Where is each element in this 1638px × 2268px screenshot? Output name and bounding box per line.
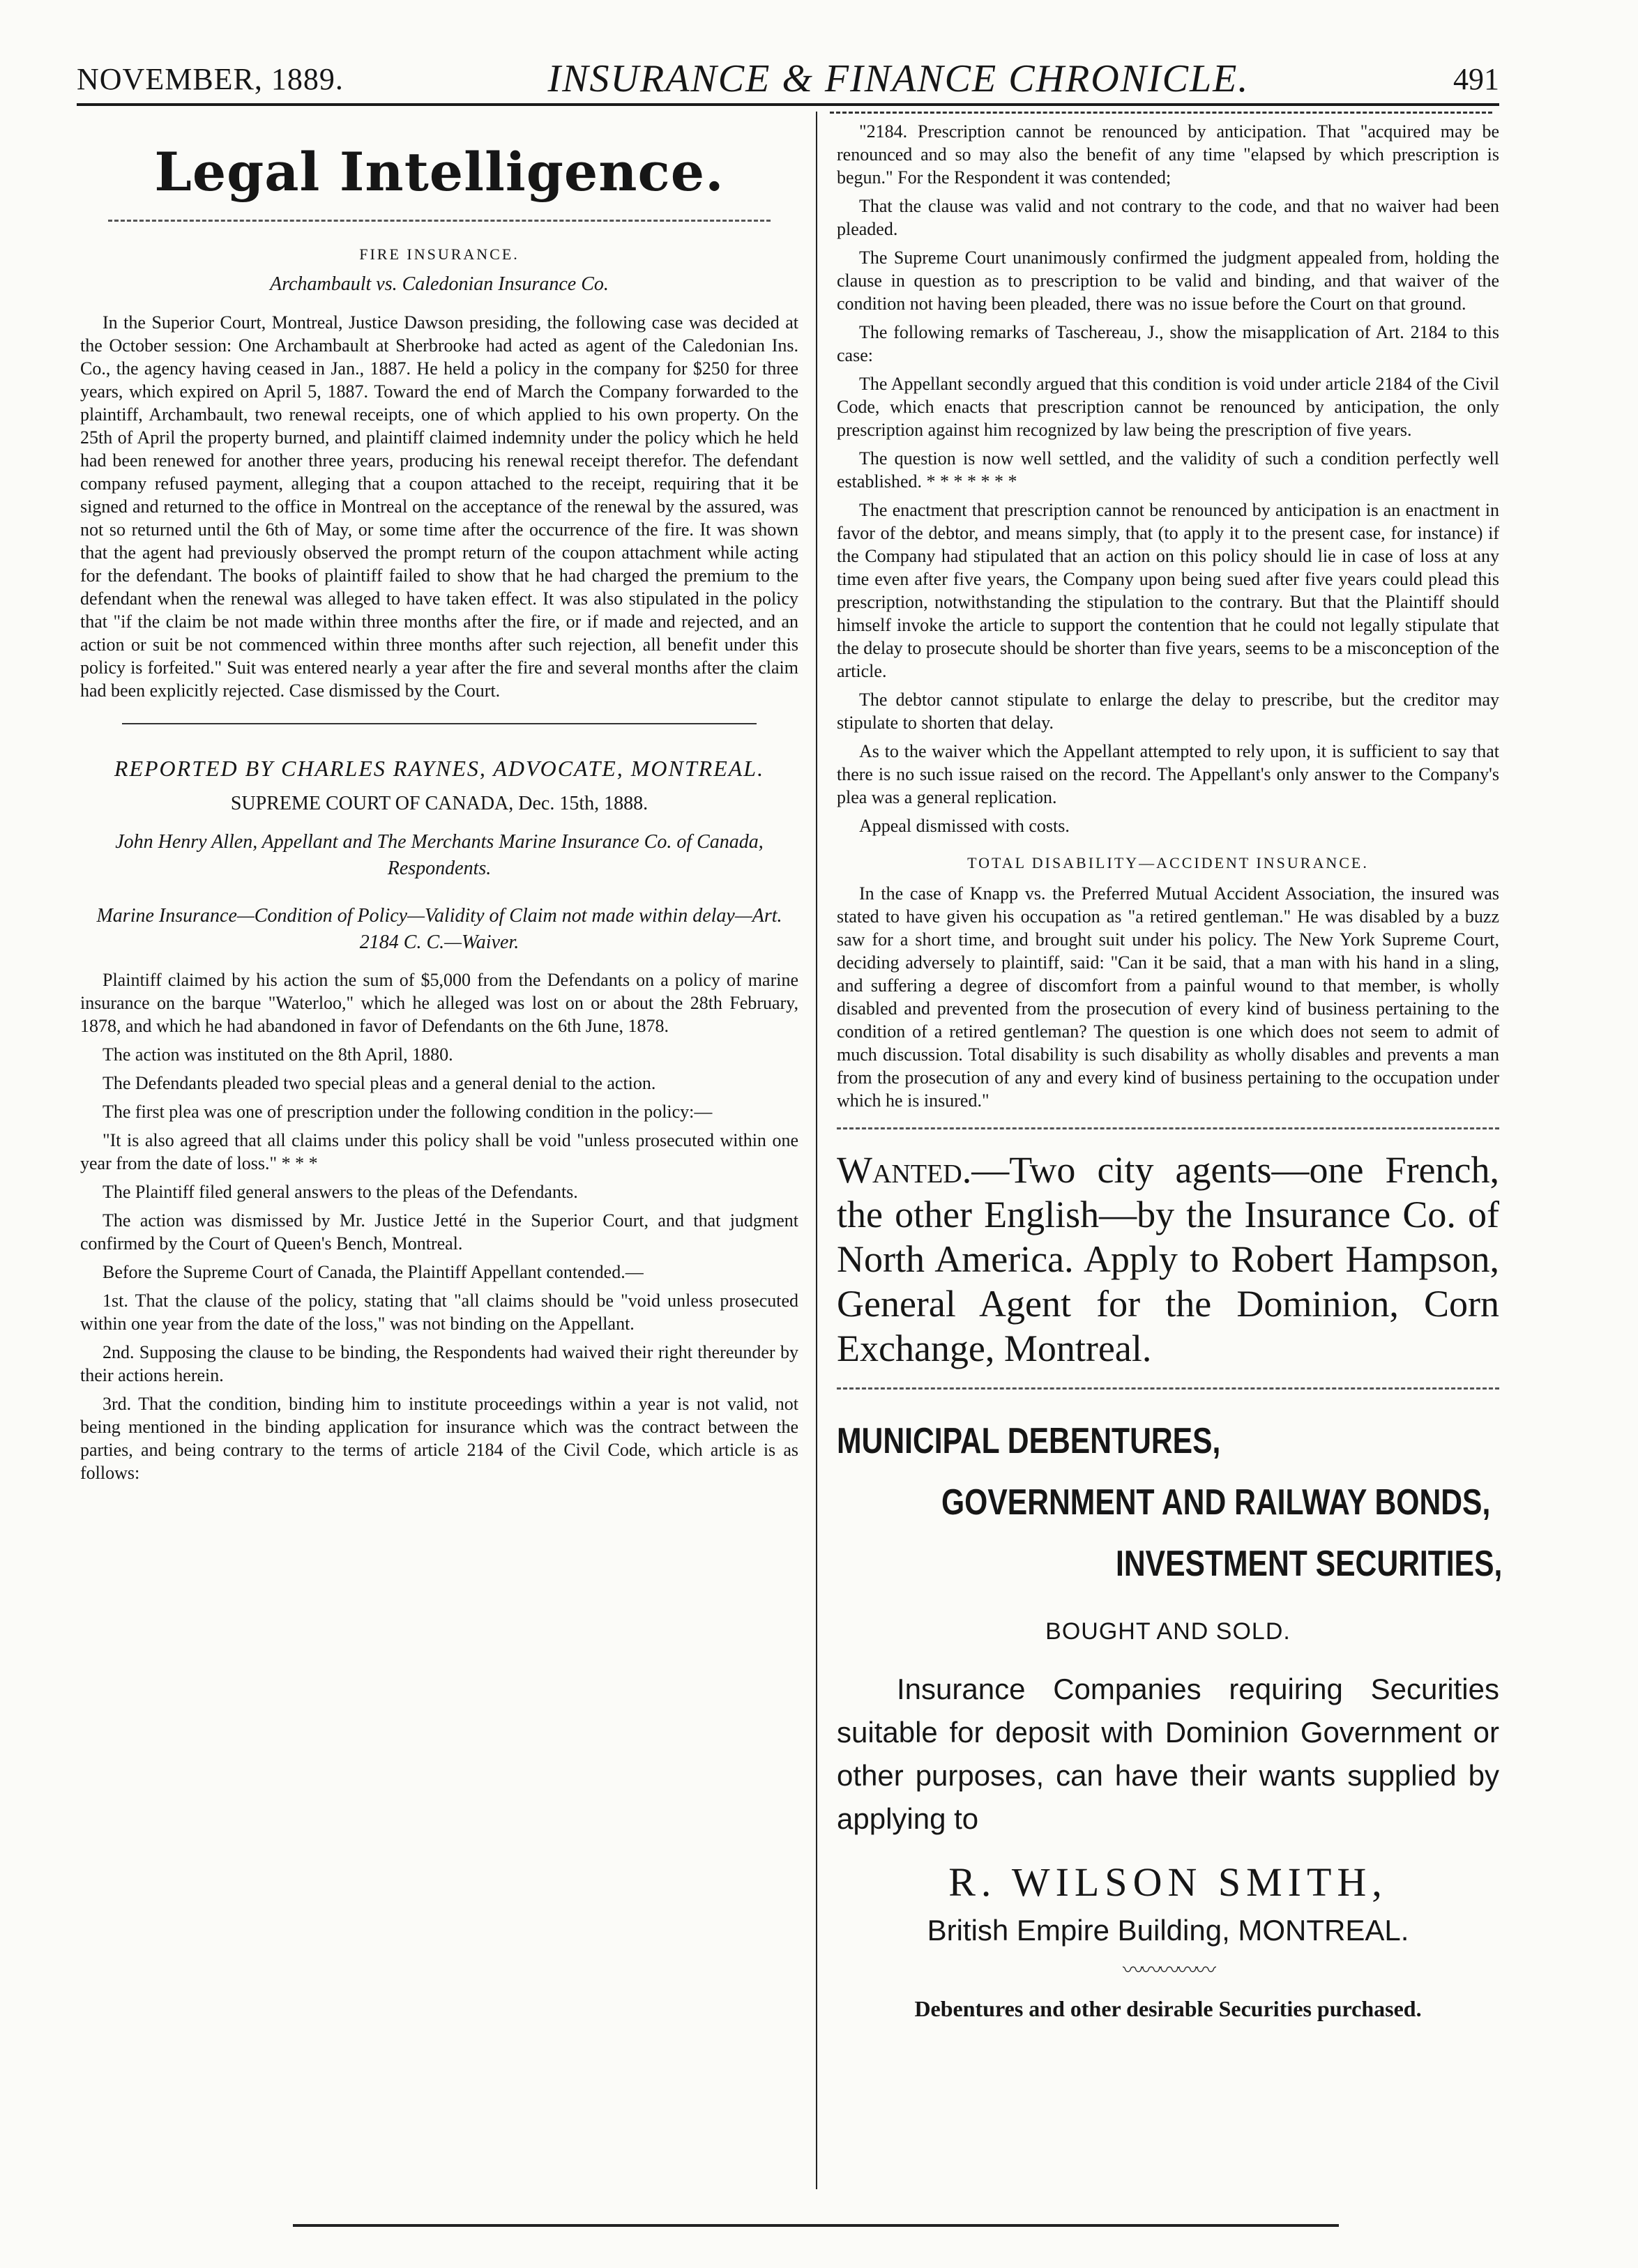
ad-body: Insurance Companies requiring Securities suitable for deposit with Dominion Government or other purposes, can have their wants supplied by applying to [837, 1673, 1499, 1835]
subject-line: Marine Insurance—Condition of Policy—Validity of Claim not made within delay—Art. 2184 C. C.—Waiver. [96, 905, 782, 953]
wanted-notice [837, 1148, 1499, 1371]
disability-paragraph: In the case of Knapp vs. the Preferred Mutual Accident Association, the insured was stated to have given his occupation as "a retired gentleman." He was disabled by a buzz saw for a short time, and brought suit under his policy. The New York Supreme Court, deciding adversely to plaintiff, said: "Can it be said, that a man with his hand in a sling, and suffering a degree of discomfort from a painful wound to that member, is wholly disabled and prevented from the prosecution of every kind of business pertaining to the condition of a retired gentleman? The question is one which does not seem to admit of much discussion. Total disability is such disability as wholly disables and prevents a man from the prosecution of any and every kind of business pertaining to the occupation under which he is insured." [837, 883, 1499, 1111]
contention-item: 3rd. That the condition, binding him to institute proceedings within a year is not valid, not being mentioned in the binding application for insurance which was the contract between the parties, and being contrary to the terms of article 2184 of the Civil Code, which article is as follows: [80, 1394, 798, 1483]
case-paragraph: The Plaintiff filed general answers to the pleas of the Defendants. [103, 1182, 578, 1202]
masthead [77, 54, 1499, 106]
ad-heading-investment: INVESTMENT SECURITIES, [1116, 1544, 1503, 1584]
ad-divider [837, 1387, 1499, 1390]
ad-heading-government: GOVERNMENT AND RAILWAY BONDS, [941, 1482, 1491, 1523]
article-paragraph: "2184. Prescription cannot be renounced by anticipation. That "acquired may be renounced and so may also the benefit of any time "elapsed by which prescription is begun." For the Respondent it was contended; [837, 121, 1499, 188]
column-divider [816, 112, 817, 2189]
case-divider [122, 723, 757, 724]
section-divider [108, 220, 771, 222]
quoted-remarks: The enactment that prescription cannot be renounced by anticipation is an enactment in favor of the debtor, and means simply, that (to apply it to the present case, for instance) if the Company had stipulated that an action on this policy should lie in case of loss at any time even after five years, the Company upon being sued after five years could plead this prescription, notwithstanding the stipulation to the contrary. But that the Plaintiff should himself invoke the article to support the contention that he could not legally stipulate that the delay to prosecute should be shorter than five years, seems to be a misconception of the article. [837, 500, 1499, 681]
wanted-lead: Wanted. [837, 1149, 972, 1191]
wanted-divider [837, 1127, 1499, 1129]
parties-line: John Henry Allen, Appellant and The Merchants Marine Insurance Co. of Canada, Respondents. [115, 831, 764, 879]
case-paragraph: The first plea was one of prescription under the following condition in the policy:— [103, 1102, 713, 1122]
quoted-remarks: The question is now well settled, and the validity of such a condition perfectly well established. * * * * * * * [837, 448, 1499, 492]
case-paragraph: The Defendants pleaded two special pleas and a general denial to the action. [103, 1073, 656, 1093]
contention-item: 1st. That the clause of the policy, stating that "all claims should be "void unless prosecuted within one year from the date of the loss," was not binding on the Appellant. [80, 1291, 798, 1334]
wanted-text: —Two city agents—one French, the other English—by the Insurance Co. of North America. Apply to Robert Hampson, General Agent for the Dominion, Corn Exchange, Montreal. [837, 1149, 1499, 1369]
ad-advertiser-name: R. WILSON SMITH, [948, 1859, 1388, 1905]
ornament-flourish: 〰〰〰〰〰 [1123, 1959, 1213, 1982]
quoted-condition: "It is also agreed that all claims under this policy shall be void "unless prosecuted within one year from the date of loss." * * * [80, 1130, 798, 1173]
case-paragraph: The action was instituted on the 8th April, 1880. [103, 1044, 453, 1065]
disability-heading: TOTAL DISABILITY—ACCIDENT INSURANCE. [967, 854, 1369, 872]
ad-bought-sold: BOUGHT AND SOLD. [1045, 1618, 1291, 1645]
issue-date: NOVEMBER, 1889. [77, 61, 344, 96]
case-paragraph: Plaintiff claimed by his action the sum of $5,000 from the Defendants on a policy of marine insurance on the barque "Waterloo," which he alleged was lost on or about the 28th February, 1878, and which he had abandoned in favor of Defendants on the 6th June, 1878. [80, 970, 798, 1036]
publication-title: INSURANCE & FINANCE CHRONICLE. [547, 57, 1250, 100]
reporter-line: REPORTED BY CHARLES RAYNES, ADVOCATE, MONTREAL. [114, 756, 765, 781]
right-column [837, 120, 1503, 2022]
ad-heading-municipal: MUNICIPAL DEBENTURES, [837, 1421, 1221, 1461]
article-paragraph: The Supreme Court unanimously confirmed the judgment appealed from, holding the clause in question as to prescription to be valid and binding, and that waiver of the condition not having been pleaded, there was no issue before the Court on that ground. [837, 248, 1499, 314]
article-paragraph: The following remarks of Taschereau, J., show the misapplication of Art. 2184 to this case: [837, 322, 1499, 365]
case-paragraph: In the Superior Court, Montreal, Justice Dawson presiding, the following case was decided at the October session: One Archambault at Sherbrooke had acted as agent of the Caledonian Ins. Co., the agency having ceased in Jan., 1887. He held a policy in the company for $250 for three years, which expired on April 5, 1887. Toward the end of March the Company forwarded to the plaintiff, Archambault, two renewal receipts, one of which applied to his own property. On the 25th of April the property burned, and plaintiff claimed indemnity under the policy which he held had been renewed for another three years, producing his renewal receipt therefor. The defendant company refused payment, alleging that a coupon attached to the receipt, requiring that it be signed and returned to the office in Montreal on the acceptance of the renewal by the assured, was not so returned until the 6th of May, or some time after the occurrence of the fire. It was shown that the agent had previously observed the prompt return of the coupon attachment while acting for the defendant. The books of plaintiff failed to show that he had charged the premium to the defendant when the renewal was alleged to have taken effect. It was also stipulated in the policy that "if the claim be not made within three months after the fire, or if made and rejected, and an action or suit be not commenced within three months after such rejection, all benefit under this policy is forfeited." Suit was entered nearly a year after the fire and several months after the claim had been explicitly rejected. Case dismissed by the Court. [80, 312, 798, 701]
article-paragraph: That the clause was valid and not contrary to the code, and that no waiver had been pleaded. [837, 196, 1499, 239]
quoted-remarks: The Appellant secondly argued that this condition is void under article 2184 of the Civil Code, which enacts that prescription cannot be renounced by anticipation, the only prescription against him recognized by law being the prescription of five years. [837, 374, 1499, 440]
fire-insurance-heading: FIRE INSURANCE. [359, 245, 520, 263]
ad-footer: Debentures and other desirable Securities purchased. [914, 1996, 1422, 2021]
case-paragraph: Before the Supreme Court of Canada, the Plaintiff Appellant contended.— [103, 1262, 644, 1282]
judgment-line: Appeal dismissed with costs. [859, 816, 1070, 836]
case-paragraph: The action was dismissed by Mr. Justice Jetté in the Superior Court, and that judgment confirmed by the Court of Queen's Bench, Montreal. [80, 1210, 798, 1254]
section-title: Legal Intelligence. [154, 141, 725, 203]
court-line: SUPREME COURT OF CANADA, Dec. 15th, 1888. [230, 793, 649, 814]
contention-item: 2nd. Supposing the clause to be binding, the Respondents had waived their right thereunder by their actions herein. [80, 1342, 798, 1385]
left-column [80, 120, 798, 1490]
bottom-rule [293, 2224, 1339, 2227]
quoted-remarks: The debtor cannot stipulate to enlarge the delay to prescribe, but the creditor may stipulate to shorten that delay. [837, 690, 1499, 733]
page-number: 491 [1453, 61, 1499, 96]
top-dashed-rule [830, 112, 1492, 114]
case-title-archambault: Archambault vs. Caledonian Insurance Co. [270, 273, 609, 295]
ad-address: British Empire Building, MONTREAL. [927, 1914, 1409, 1947]
quoted-remarks: As to the waiver which the Appellant attempted to rely upon, it is sufficient to say that there is no such issue raised on the record. The Appellant's only answer to the Company's plea was a general replication. [837, 741, 1499, 807]
